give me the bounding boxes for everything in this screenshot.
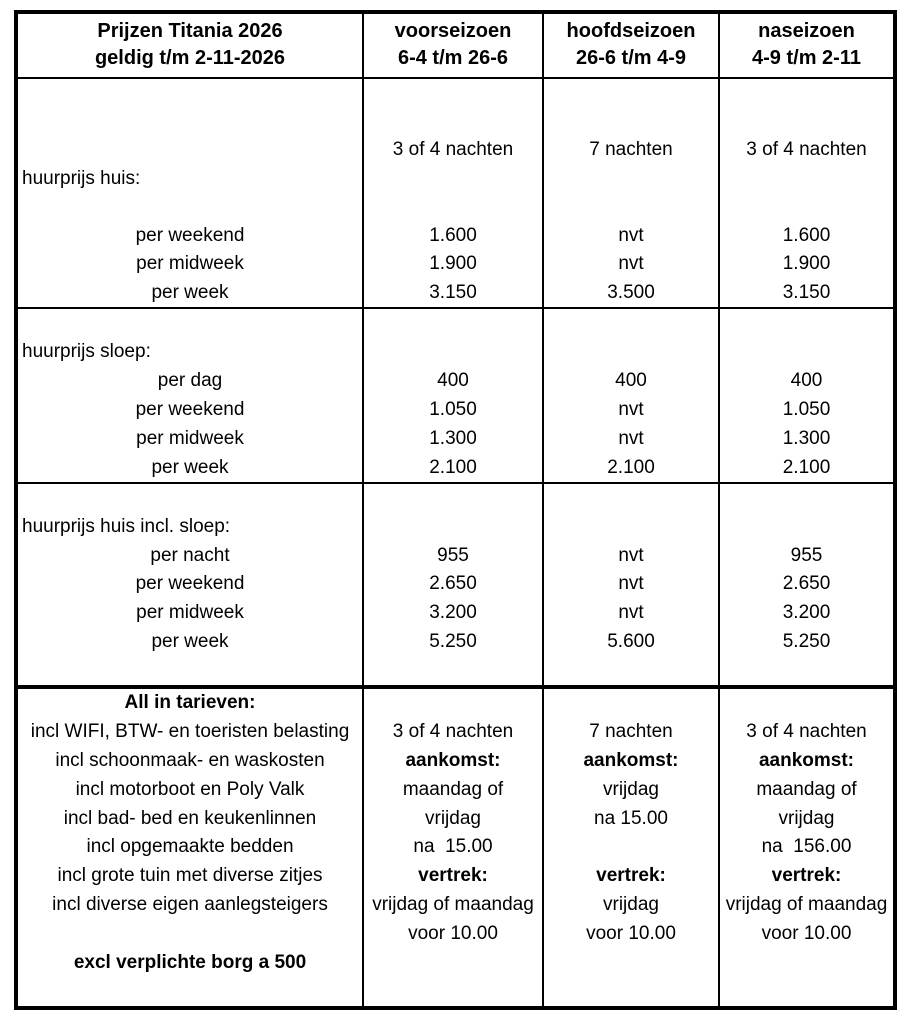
empty-cell [18, 136, 362, 165]
season-name-voorseizoen: voorseizoen [394, 19, 512, 42]
table-cell: incl diverse eigen aanlegsteigers [52, 894, 328, 916]
empty-cell [718, 977, 893, 1006]
table-cell: huurprijs huis incl. sloep: [22, 516, 231, 538]
table-cell: aankomst: [362, 747, 542, 776]
season-name-naseizoen: naseizoen [758, 19, 855, 42]
table-cell: 2.100 [362, 453, 542, 482]
table-cell: voor 10.00 [362, 920, 542, 949]
empty-cell [18, 108, 362, 137]
empty-cell [542, 656, 718, 685]
table-cell: incl grote tuin met diverse zitjes [57, 865, 323, 887]
table-cell: 2.100 [718, 453, 893, 482]
table-cell: per weekend [135, 573, 245, 595]
table-header-row [18, 14, 893, 77]
table-cell: 7 nachten [542, 718, 718, 747]
empty-cell [718, 656, 893, 685]
empty-cell [718, 338, 893, 367]
table-cell: na 15.00 [362, 833, 542, 862]
table-cell: maandag of [362, 775, 542, 804]
table-cell: 3.200 [718, 599, 893, 628]
table-cell: incl opgemaakte bedden [86, 836, 294, 858]
table-cell: nvt [542, 424, 718, 453]
table-validity: geldig t/m 2-11-2026 [94, 47, 286, 70]
empty-cell [542, 484, 718, 513]
table-cell: excl verplichte borg a 500 [73, 951, 307, 973]
empty-cell [718, 193, 893, 222]
empty-cell [718, 309, 893, 338]
empty-cell [18, 920, 362, 949]
empty-cell [362, 193, 542, 222]
empty-cell [542, 689, 718, 718]
empty-cell [18, 977, 362, 1006]
empty-cell [362, 484, 542, 513]
empty-cell [362, 656, 542, 685]
table-cell: 3.500 [542, 279, 718, 308]
empty-cell [718, 108, 893, 137]
empty-cell [542, 79, 718, 108]
empty-cell [18, 656, 362, 685]
table-cell: incl motorboot en Poly Valk [75, 778, 305, 800]
table-cell: 955 [718, 541, 893, 570]
table-cell: 400 [542, 367, 718, 396]
table-cell: huurprijs sloep: [22, 341, 151, 363]
table-cell: 1.900 [362, 250, 542, 279]
table-cell: na 156.00 [718, 833, 893, 862]
section-huurprijs-huis [18, 77, 893, 307]
table-cell: 3.200 [362, 599, 542, 628]
empty-cell [542, 977, 718, 1006]
table-cell: per week [151, 281, 229, 303]
section-all-in-tarieven [18, 685, 893, 1006]
table-cell: per weekend [135, 398, 245, 420]
empty-cell [542, 193, 718, 222]
table-cell: vrijdag of maandag [362, 891, 542, 920]
table-cell: per midweek [136, 602, 244, 624]
season-dates-hoofdseizoen: 26-6 t/m 4-9 [575, 47, 687, 70]
table-cell: incl schoonmaak- en waskosten [55, 750, 325, 772]
table-cell: 2.650 [362, 570, 542, 599]
empty-cell [542, 833, 718, 862]
table-title: Prijzen Titania 2026 [97, 19, 283, 42]
table-cell: na 15.00 [542, 804, 718, 833]
table-cell: vrijdag [542, 891, 718, 920]
table-cell: incl bad- bed en keukenlinnen [63, 807, 317, 829]
table-cell: 3 of 4 nachten [718, 136, 893, 165]
empty-cell [542, 338, 718, 367]
header-title-cell [18, 14, 362, 77]
empty-cell [362, 79, 542, 108]
table-cell: 1.050 [362, 396, 542, 425]
table-cell: 3 of 4 nachten [362, 136, 542, 165]
table-cell: 5.250 [362, 628, 542, 657]
table-cell: 5.250 [718, 628, 893, 657]
empty-cell [362, 165, 542, 194]
table-cell: per midweek [136, 427, 244, 449]
table-cell: 1.300 [362, 424, 542, 453]
table-cell: 1.050 [718, 396, 893, 425]
empty-cell [718, 165, 893, 194]
empty-cell [718, 79, 893, 108]
section-huurprijs-sloep [18, 307, 893, 482]
empty-cell [362, 108, 542, 137]
empty-cell [18, 193, 362, 222]
empty-cell [542, 309, 718, 338]
table-cell: vrijdag [718, 804, 893, 833]
empty-cell [718, 513, 893, 542]
empty-cell [362, 338, 542, 367]
table-cell: nvt [542, 250, 718, 279]
table-cell: incl WIFI, BTW- en toeristen belasting [30, 721, 350, 743]
table-cell: 3.150 [362, 279, 542, 308]
table-cell: 1.900 [718, 250, 893, 279]
empty-cell [362, 948, 542, 977]
table-cell: per week [151, 456, 229, 478]
season-name-hoofdseizoen: hoofdseizoen [566, 19, 696, 42]
table-cell: per nacht [150, 544, 230, 566]
header-voorseizoen-cell [362, 14, 542, 77]
table-cell: huurprijs huis: [22, 167, 141, 189]
table-cell: nvt [542, 541, 718, 570]
empty-cell [362, 689, 542, 718]
table-cell: nvt [542, 599, 718, 628]
empty-cell [362, 309, 542, 338]
table-cell: per dag [157, 370, 223, 392]
season-dates-naseizoen: 4-9 t/m 2-11 [752, 47, 861, 70]
table-cell: 3.150 [718, 279, 893, 308]
table-cell: 400 [718, 367, 893, 396]
header-hoofdseizoen-cell [542, 14, 718, 77]
table-cell: per weekend [135, 224, 245, 246]
table-cell: 1.600 [718, 222, 893, 251]
table-cell: 955 [362, 541, 542, 570]
table-cell: 1.300 [718, 424, 893, 453]
empty-cell [18, 79, 362, 108]
table-cell: 7 nachten [542, 136, 718, 165]
empty-cell [718, 689, 893, 718]
empty-cell [362, 977, 542, 1006]
table-cell: nvt [542, 396, 718, 425]
empty-cell [718, 948, 893, 977]
table-cell: maandag of [718, 775, 893, 804]
table-cell: voor 10.00 [718, 920, 893, 949]
empty-cell [542, 948, 718, 977]
table-cell: 3 of 4 nachten [362, 718, 542, 747]
table-cell: All in tarieven: [124, 692, 256, 714]
table-cell: nvt [542, 570, 718, 599]
table-cell: vrijdag [542, 775, 718, 804]
empty-cell [18, 309, 362, 338]
empty-cell [542, 165, 718, 194]
table-cell: 1.600 [362, 222, 542, 251]
table-cell: vertrek: [362, 862, 542, 891]
pricing-table [14, 10, 897, 1010]
empty-cell [542, 513, 718, 542]
table-cell: aankomst: [718, 747, 893, 776]
table-cell: voor 10.00 [542, 920, 718, 949]
table-cell: 3 of 4 nachten [718, 718, 893, 747]
table-cell: vertrek: [718, 862, 893, 891]
empty-cell [542, 108, 718, 137]
section-huurprijs-huis-incl-sloep [18, 482, 893, 685]
table-cell: nvt [542, 222, 718, 251]
table-cell: per midweek [136, 253, 244, 275]
table-cell: vertrek: [542, 862, 718, 891]
table-cell: 2.650 [718, 570, 893, 599]
table-cell: vrijdag of maandag [718, 891, 893, 920]
season-dates-voorseizoen: 6-4 t/m 26-6 [397, 47, 509, 70]
table-cell: 400 [362, 367, 542, 396]
table-cell: 2.100 [542, 453, 718, 482]
table-cell: per week [151, 630, 229, 652]
empty-cell [362, 513, 542, 542]
table-cell: 5.600 [542, 628, 718, 657]
header-naseizoen-cell [718, 14, 893, 77]
empty-cell [718, 484, 893, 513]
table-cell: vrijdag [362, 804, 542, 833]
table-cell: aankomst: [542, 747, 718, 776]
empty-cell [18, 484, 362, 513]
